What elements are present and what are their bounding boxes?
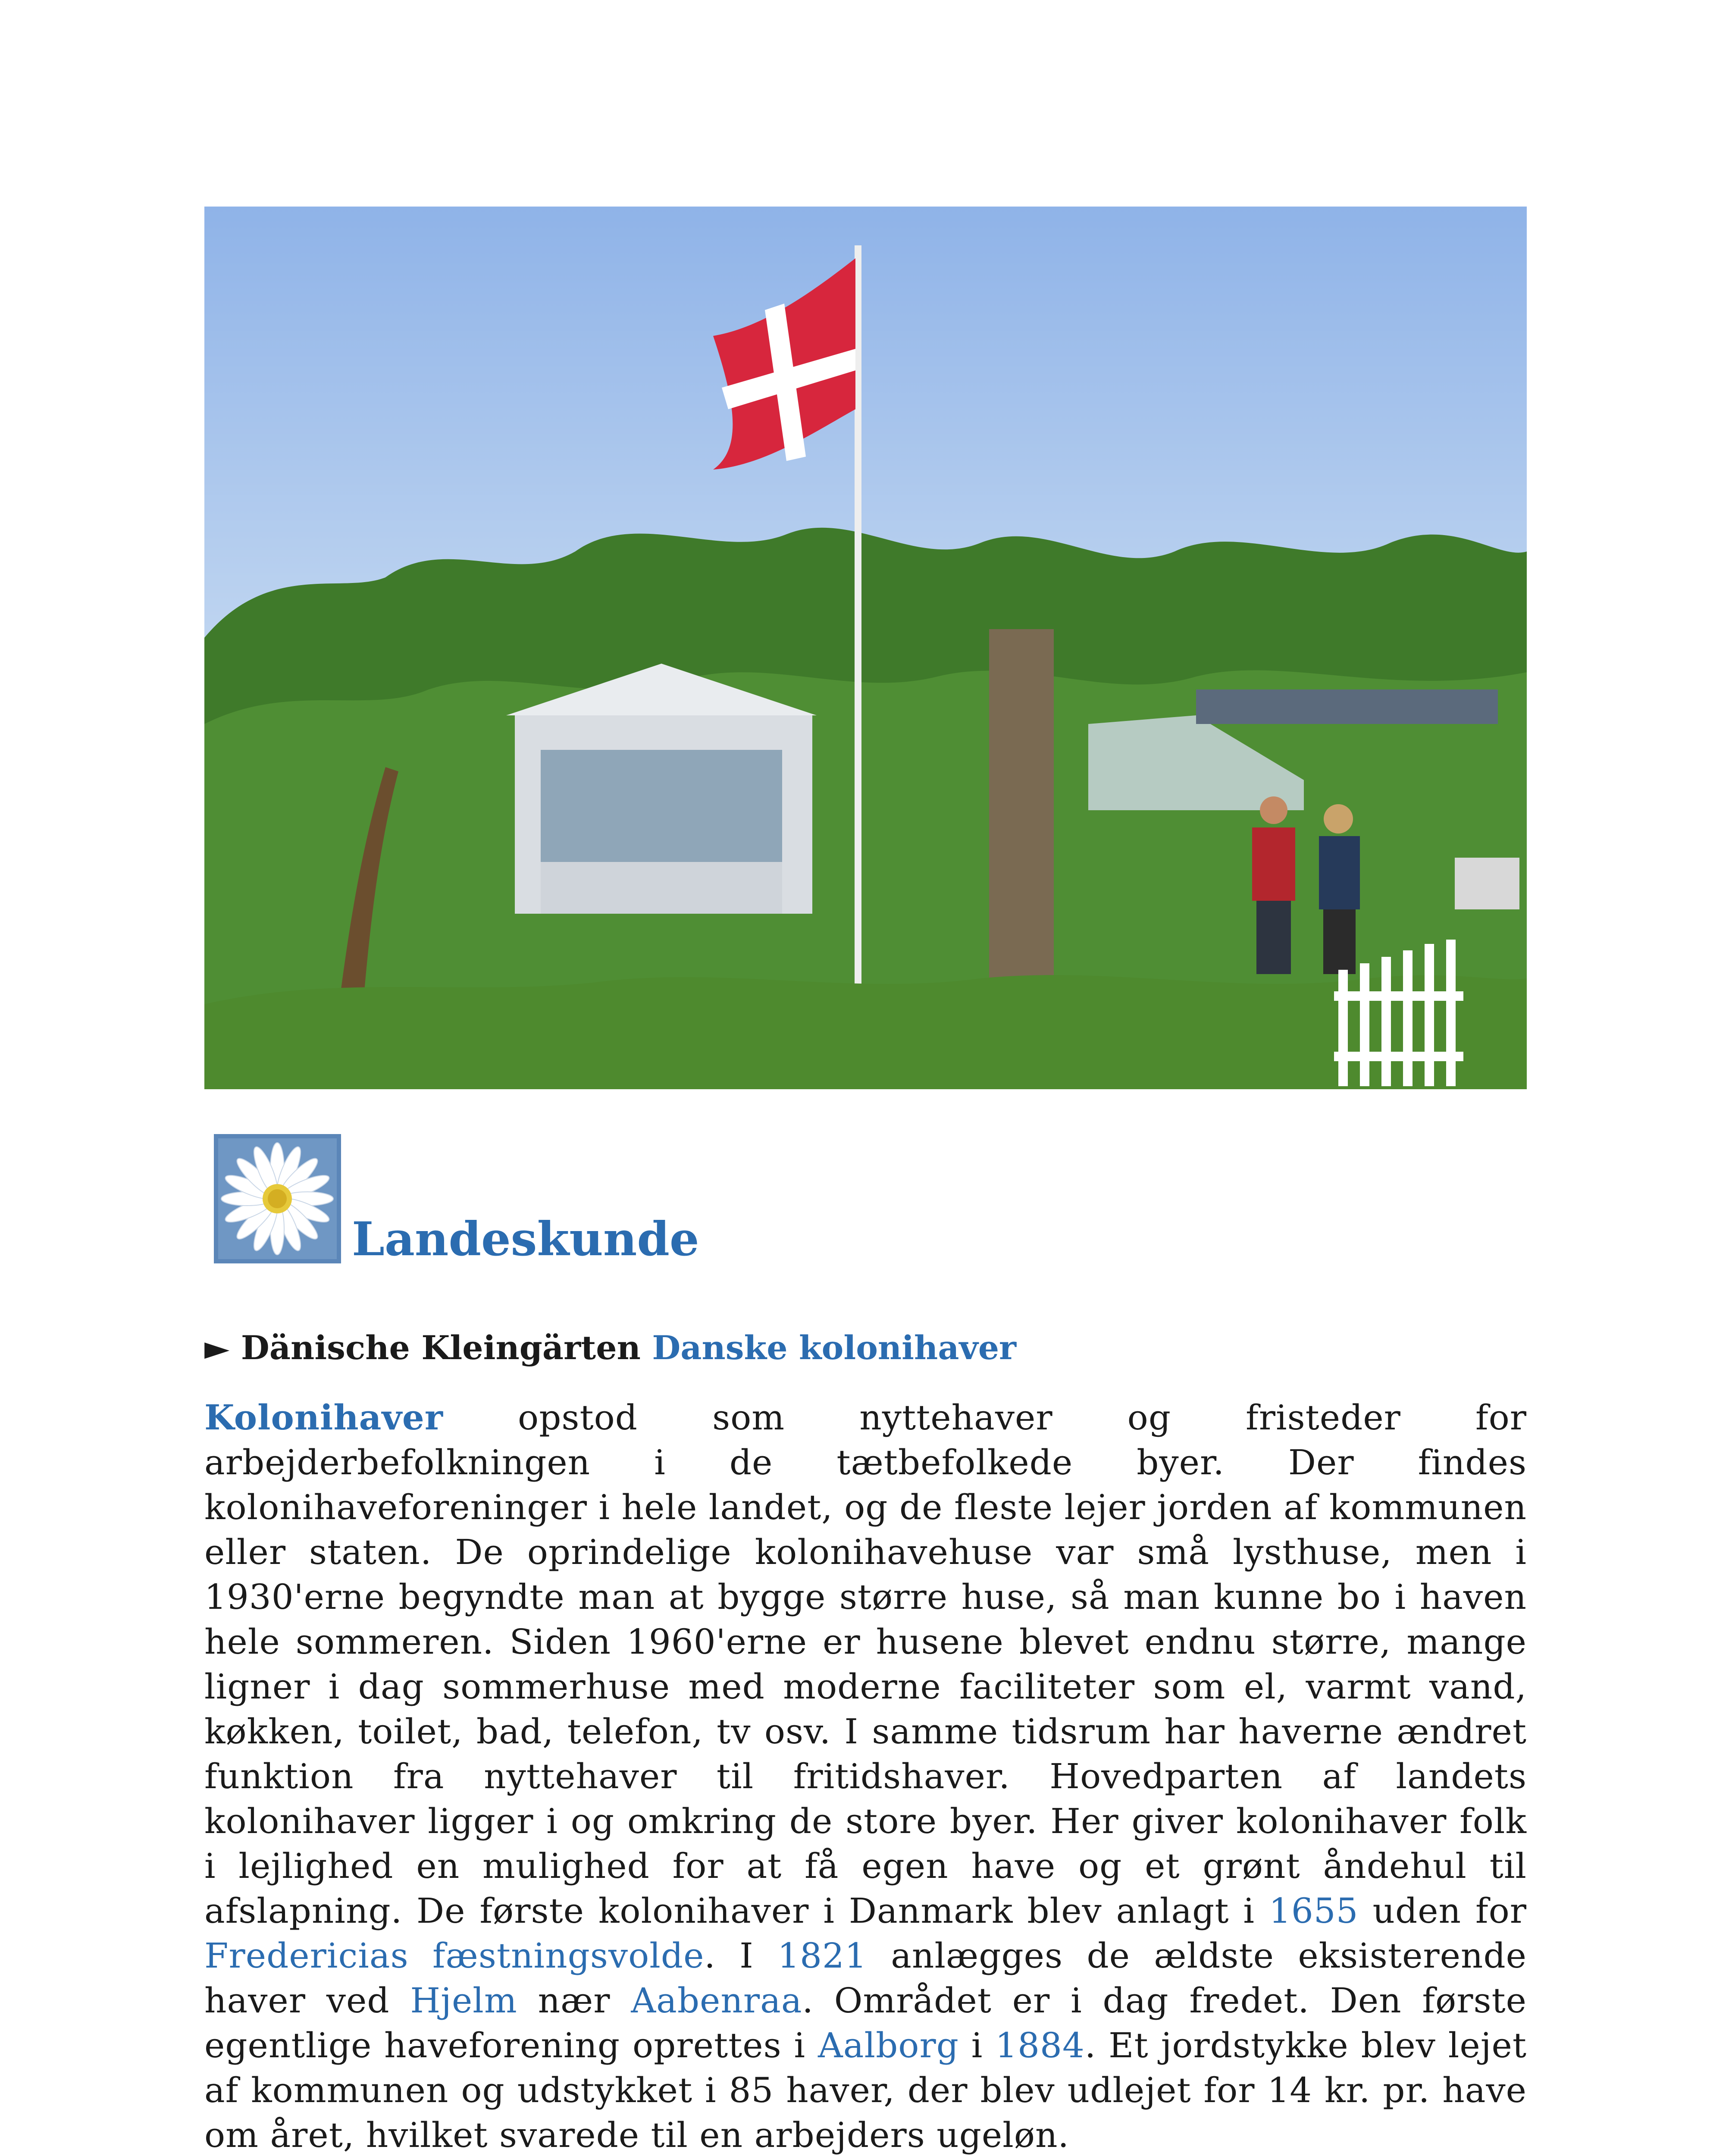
body-lead-term[interactable]: Kolonihaver [204, 1397, 443, 1438]
body-paragraph [204, 1395, 1527, 2156]
link-1821[interactable]: 1821 [777, 1936, 867, 1976]
garden-photo-drawing [204, 207, 1527, 1089]
section-title: Landeskunde [352, 1212, 699, 1266]
body-text-2: uden for [1358, 1891, 1527, 1931]
body-text-7: i [958, 2025, 996, 2065]
body-text-1: opstod som nyttehaver og fristeder for arbejderbefolkningen i de tætbefolkede byer. Der findes kolonihaveforeninger i hele landet, og de fleste lejer jorden af kommunen eller staten. De oprindelige kolonihavehuse var små lysthuse, men i 1930'erne begyndte man at bygge større huse, så man kunne bo i haven hele sommeren. Siden 1960'erne er husene blevet endnu større, mange ligner i dag sommerhuse med moderne faciliteter som el, varmt vand, køkken, toilet, bad, telefon, tv osv. I samme tidsrum har haverne ændret funktion fra nyttehaver til fritidshaver. Hovedparten af landets kolonihaver ligger i og omkring de store byer. Her giver kolonihaver folk i lejlighed en mulighed for at få egen have og et grønt åndehul til afslapning. De første kolonihaver i Danmark blev anlagt i [204, 1398, 1527, 1931]
link-hjelm[interactable]: Hjelm [410, 1981, 517, 2021]
link-aabenraa[interactable]: Aabenraa [631, 1981, 802, 2021]
link-aalborg[interactable]: Aalborg [818, 2025, 959, 2065]
subtitle [204, 1328, 1532, 1367]
body-text-6: . Området er i dag fredet. Den første egentlige haveforening oprettes i [204, 1981, 1527, 2065]
daisy-icon-drawing [214, 1134, 341, 1263]
body-text-4: anlægges de ældste eksisterende haver ved [204, 1936, 1527, 2021]
subtitle-danish: Danske kolonihaver [652, 1329, 1017, 1367]
daisy-icon [214, 1134, 341, 1263]
link-1884[interactable]: 1884 [995, 2025, 1085, 2065]
link-fredericia[interactable]: Fredericias fæstningsvolde [204, 1936, 705, 1976]
body-text-5: nær [517, 1981, 631, 2021]
body-text-3: . I [704, 1936, 778, 1976]
garden-photo [204, 207, 1527, 1089]
subtitle-german: ► Dänische Kleingärten [204, 1329, 641, 1367]
link-1655[interactable]: 1655 [1268, 1891, 1359, 1931]
body-text-8: . Et jordstykke blev lejet af kommunen og udstykket i 85 haver, der blev udlejet for 14 kr. pr. have om året, hvilket svarede til en arbejders ugeløn. [204, 2025, 1527, 2155]
